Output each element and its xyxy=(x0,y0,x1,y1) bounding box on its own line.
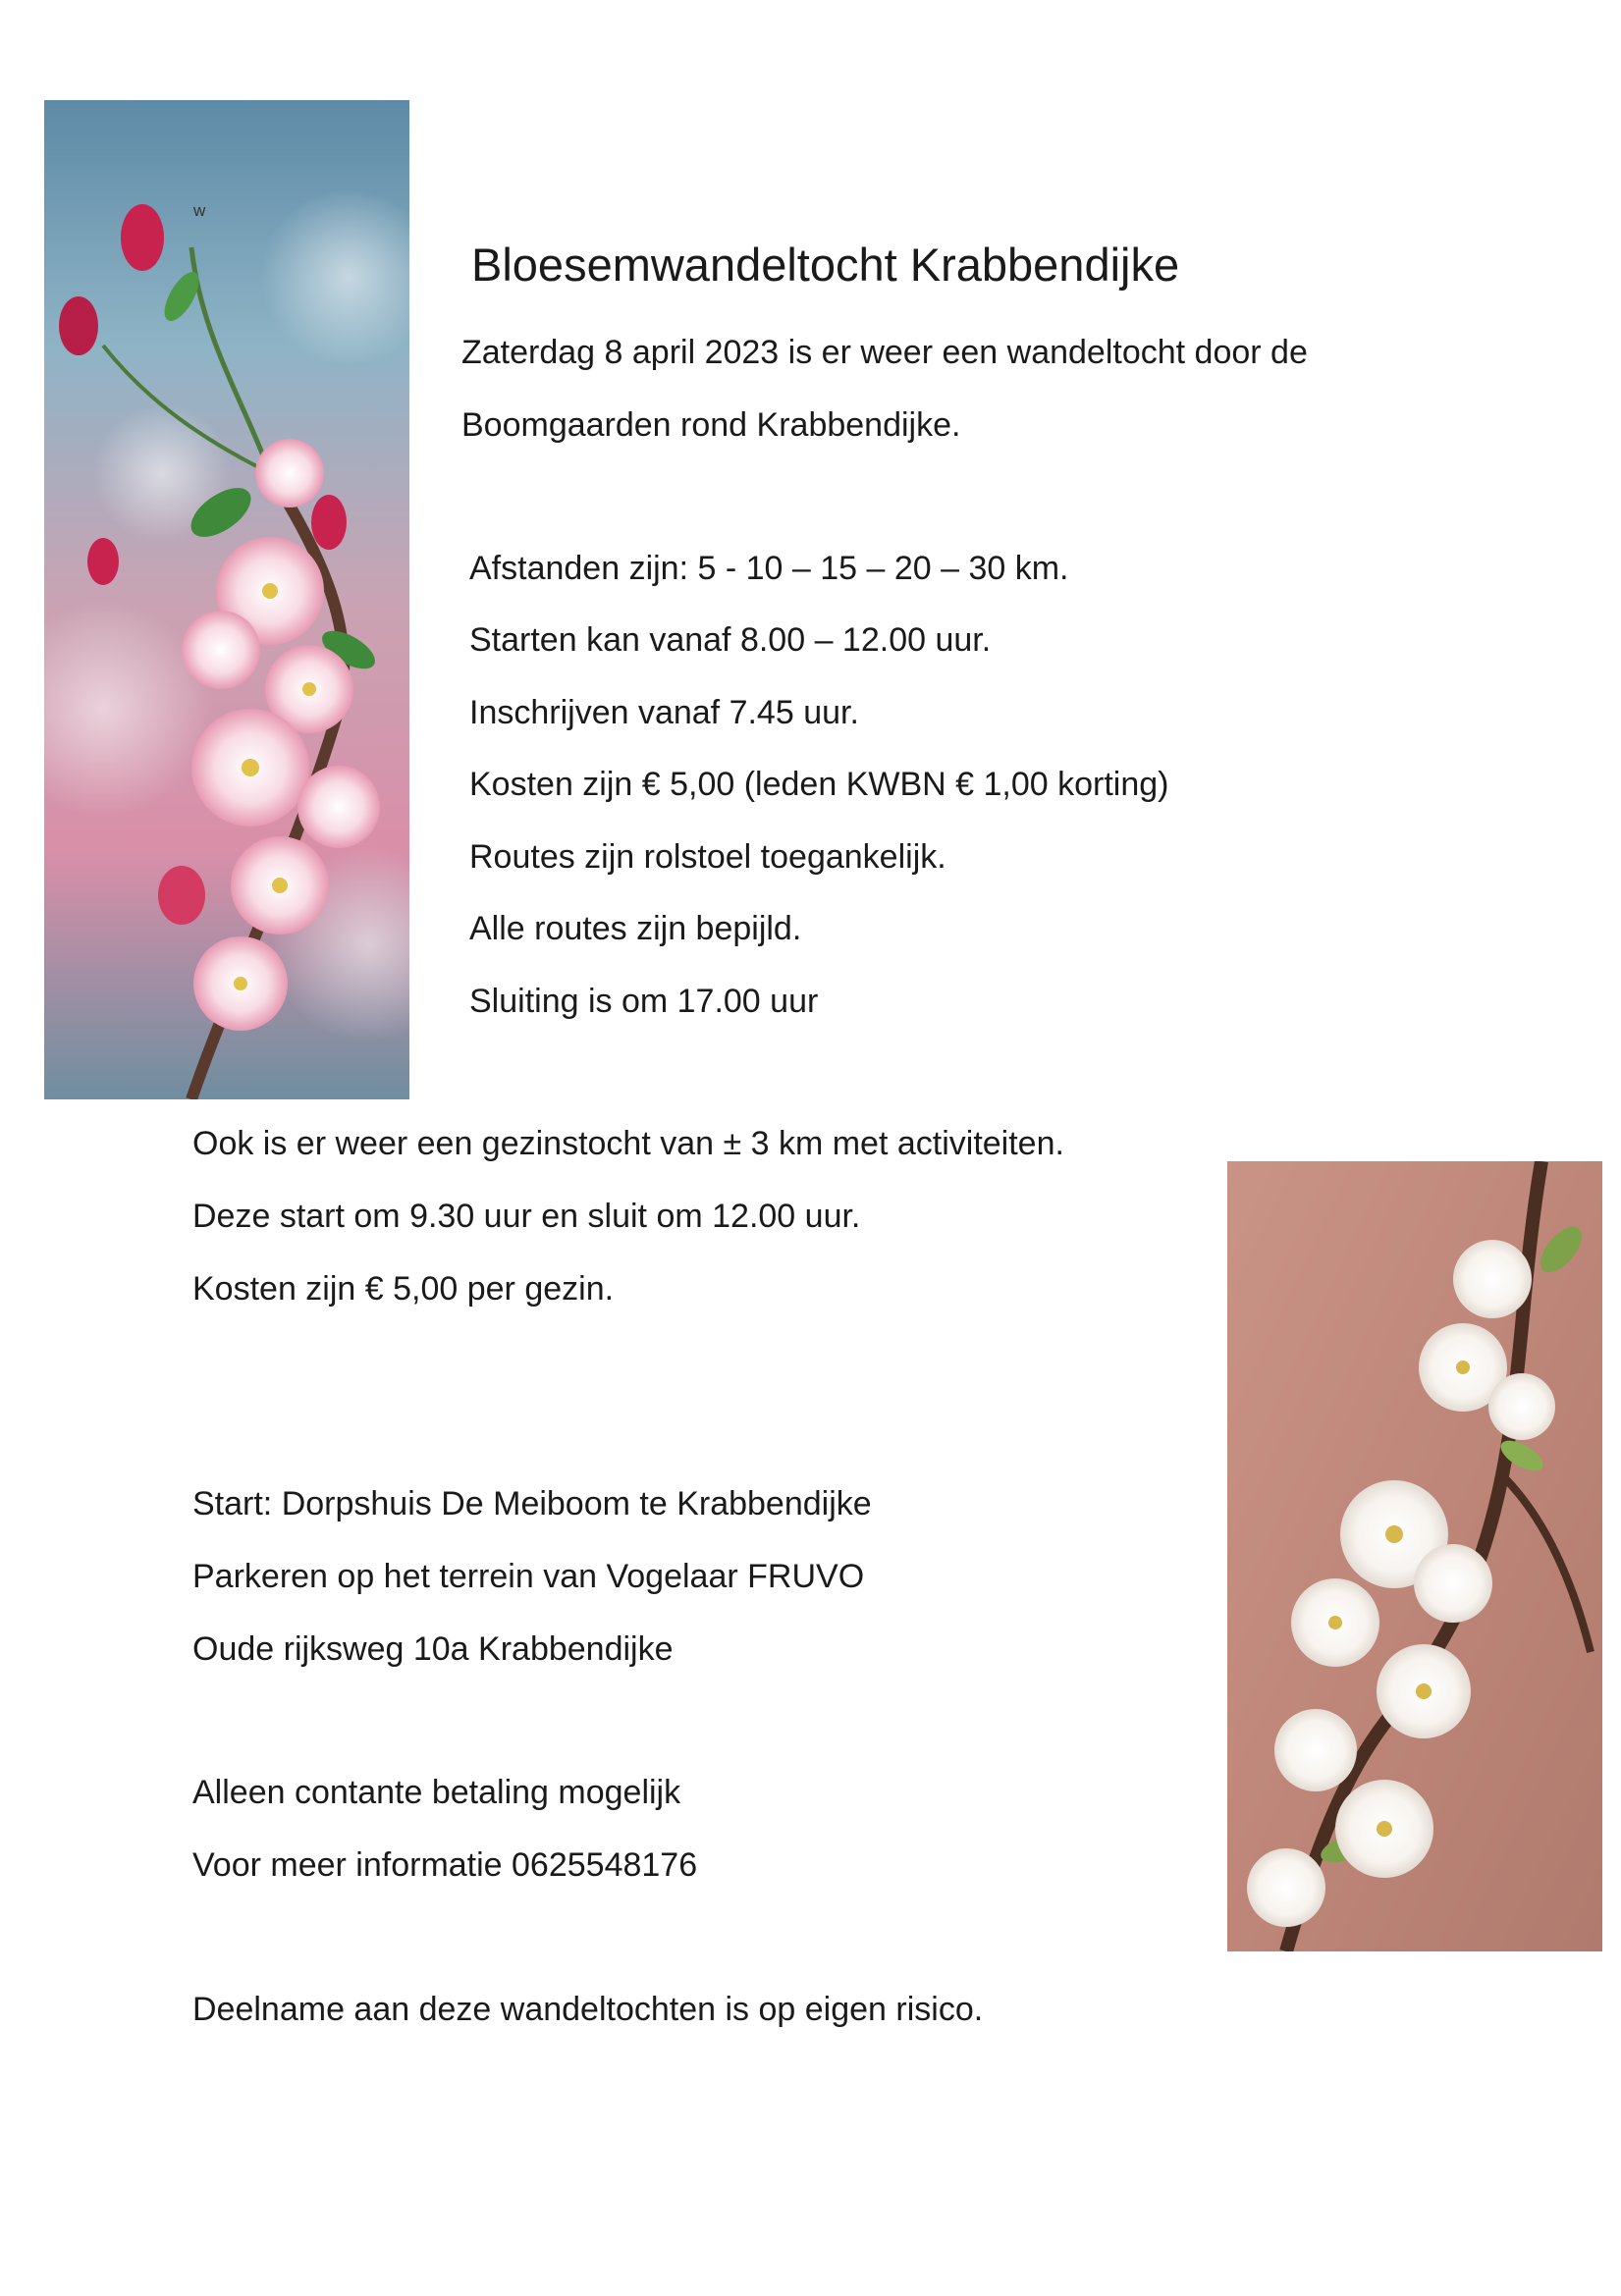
payment-info-phone: Voor meer informatie 0625548176 xyxy=(192,1846,698,1884)
location-address: Oude rijksweg 10a Krabbendijke xyxy=(192,1630,674,1668)
tiny-mark: w xyxy=(193,201,206,220)
location-start: Start: Dorpshuis De Meiboom te Krabbendijke xyxy=(192,1485,872,1522)
detail-distances: Afstanden zijn: 5 - 10 – 15 – 20 – 30 km. xyxy=(469,550,1069,587)
page-title: Bloesemwandeltocht Krabbendijke xyxy=(471,239,1180,291)
pink-blossom-image xyxy=(44,100,409,1099)
blossom-photo-left xyxy=(44,100,409,1099)
blossom-photo-right xyxy=(1227,1161,1602,1951)
intro-line-1: Zaterdag 8 april 2023 is er weer een wandeltocht door de xyxy=(461,334,1308,371)
detail-costs: Kosten zijn € 5,00 (leden KWBN € 1,00 korting) xyxy=(469,766,1169,803)
white-blossom-image xyxy=(1227,1161,1602,1951)
payment-cash: Alleen contante betaling mogelijk xyxy=(192,1774,681,1811)
detail-closing: Sluiting is om 17.00 uur xyxy=(469,983,819,1020)
disclaimer: Deelname aan deze wandeltochten is op eigen risico. xyxy=(192,1991,984,2028)
location-parking: Parkeren op het terrein van Vogelaar FRUVO xyxy=(192,1558,865,1595)
detail-registration: Inschrijven vanaf 7.45 uur. xyxy=(469,694,859,731)
family-line-3: Kosten zijn € 5,00 per gezin. xyxy=(192,1270,615,1308)
family-line-2: Deze start om 9.30 uur en sluit om 12.00 uur. xyxy=(192,1198,861,1235)
detail-start-times: Starten kan vanaf 8.00 – 12.00 uur. xyxy=(469,621,992,659)
detail-signposted: Alle routes zijn bepijld. xyxy=(469,910,802,947)
detail-wheelchair: Routes zijn rolstoel toegankelijk. xyxy=(469,838,946,876)
family-line-1: Ook is er weer een gezinstocht van ± 3 km met activiteiten. xyxy=(192,1125,1064,1162)
intro-line-2: Boomgaarden rond Krabbendijke. xyxy=(461,406,961,444)
